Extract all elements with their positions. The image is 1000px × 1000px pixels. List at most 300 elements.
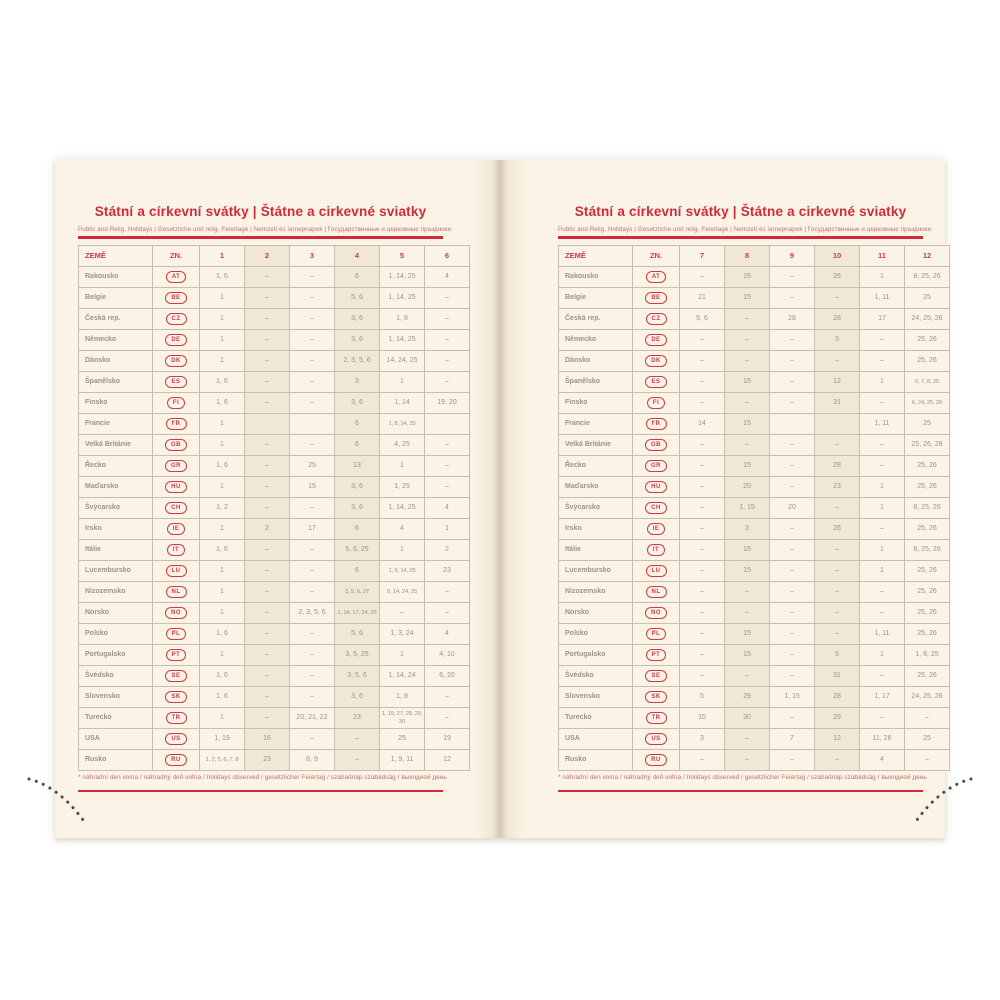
holiday-days-cell: – (290, 267, 335, 288)
country-code-badge: PL (646, 628, 667, 640)
code-cell (153, 309, 200, 330)
holiday-days-cell: – (860, 393, 905, 414)
table-row (79, 435, 470, 456)
holiday-days-cell: 5, 14, 24, 25 (380, 582, 425, 603)
table-row (559, 540, 950, 561)
holiday-days-cell: 3 (335, 372, 380, 393)
holiday-days-cell: 28 (770, 309, 815, 330)
holiday-days-cell: 5 (680, 687, 725, 708)
country-code-badge: SK (645, 691, 666, 703)
table-row (79, 456, 470, 477)
holiday-days-cell: – (425, 603, 470, 624)
country-code-badge: SE (165, 670, 186, 682)
holiday-days-cell: 12 (815, 729, 860, 750)
table-row (79, 729, 470, 750)
holiday-days-cell: – (860, 603, 905, 624)
holiday-days-cell: – (770, 435, 815, 456)
holiday-days-cell: 28 (815, 687, 860, 708)
holiday-days-cell: 16 (245, 729, 290, 750)
holiday-days-cell: – (680, 435, 725, 456)
holiday-days-cell: – (245, 708, 290, 729)
holiday-days-cell: – (815, 582, 860, 603)
holiday-days-cell: 1 (860, 561, 905, 582)
holiday-days-cell: 4 (380, 519, 425, 540)
country-code-badge: IT (167, 544, 185, 556)
holiday-days-cell: – (725, 729, 770, 750)
country-cell: Polsko (559, 624, 633, 645)
country-cell: Švýcarsko (79, 498, 153, 519)
holiday-days-cell: 19 (425, 729, 470, 750)
country-code-badge: ES (165, 376, 186, 388)
holiday-days-cell: 25, 26 (905, 351, 950, 372)
holiday-days-cell: – (335, 750, 380, 771)
holiday-days-cell: – (815, 624, 860, 645)
holiday-days-cell: 1, 6 (200, 372, 245, 393)
table-row (79, 750, 470, 771)
holiday-days-cell: 26 (815, 519, 860, 540)
holiday-days-cell: – (680, 540, 725, 561)
holiday-days-cell: 1 (200, 414, 245, 435)
holiday-days-cell: 1, 11 (860, 288, 905, 309)
holiday-days-cell: 3, 6 (335, 309, 380, 330)
holiday-days-cell: 1 (380, 456, 425, 477)
holiday-days-cell: 3, 6 (335, 330, 380, 351)
footnote: * náhradní den volna / náhradný deň voľna / holidays observed / gesetzlicher Feiertag / szabadnap szabadság / выходной день (558, 774, 927, 781)
holiday-days-cell: 1, 17 (860, 687, 905, 708)
table-row (79, 498, 470, 519)
month-column-header: 7 (680, 246, 725, 267)
table-row (559, 645, 950, 666)
holiday-days-cell: – (245, 624, 290, 645)
code-cell (153, 519, 200, 540)
holiday-days-cell: – (860, 456, 905, 477)
country-code-badge: IT (647, 544, 665, 556)
holiday-days-cell: 1, 6 (200, 267, 245, 288)
holiday-days-cell: – (290, 540, 335, 561)
holiday-days-cell: – (725, 351, 770, 372)
country-cell: Turecko (79, 708, 153, 729)
holiday-days-cell: 1 (200, 708, 245, 729)
code-cell (633, 750, 680, 771)
holiday-days-cell (815, 414, 860, 435)
holiday-days-cell: 3, 6 (335, 477, 380, 498)
holiday-days-cell: 25, 26 (905, 582, 950, 603)
holiday-days-cell: 15 (290, 477, 335, 498)
code-cell (633, 561, 680, 582)
holiday-days-cell: 17 (290, 519, 335, 540)
holiday-days-cell: 1 (200, 645, 245, 666)
holiday-days-cell: – (815, 288, 860, 309)
code-cell (633, 414, 680, 435)
holiday-days-cell: – (290, 624, 335, 645)
holiday-days-cell: 6, 20 (425, 666, 470, 687)
holiday-days-cell: 1 (860, 498, 905, 519)
holiday-days-cell: 1, 8 (380, 309, 425, 330)
holiday-days-cell: 1 (200, 288, 245, 309)
country-cell: Španělsko (559, 372, 633, 393)
country-code-badge: FR (166, 418, 187, 430)
holiday-days-cell: 25, 26 (905, 603, 950, 624)
holiday-days-cell: – (860, 666, 905, 687)
holiday-days-cell: 25 (905, 729, 950, 750)
holiday-days-cell: 19, 20 (425, 393, 470, 414)
holiday-days-cell: – (680, 498, 725, 519)
holiday-days-cell: 4, 25 (380, 435, 425, 456)
holiday-days-cell: 15 (725, 645, 770, 666)
holiday-days-cell: 8, 9 (290, 750, 335, 771)
holiday-days-cell: 1, 14, 25 (380, 267, 425, 288)
page-title: Státní a církevní svátky | Štátne a cirkevné sviatky (574, 204, 907, 219)
holiday-days-cell: 3, 5, 25 (335, 645, 380, 666)
holiday-days-cell: – (905, 708, 950, 729)
holiday-days-cell: – (290, 687, 335, 708)
country-cell: Portugalsko (559, 645, 633, 666)
holiday-days-cell: 3 (680, 729, 725, 750)
code-column-header: ZN. (153, 246, 200, 267)
country-code-badge: TR (646, 712, 667, 724)
holiday-days-cell: 2, 3, 5, 6 (335, 351, 380, 372)
holiday-days-cell: 1, 14, 25 (380, 498, 425, 519)
holiday-days-cell: 31 (815, 393, 860, 414)
code-cell (153, 645, 200, 666)
holiday-days-cell: 1, 3, 24 (380, 624, 425, 645)
holiday-days-cell: – (725, 435, 770, 456)
holiday-days-cell: 23 (245, 750, 290, 771)
country-code-badge: LU (646, 565, 667, 577)
holiday-days-cell: 15 (725, 561, 770, 582)
code-cell (633, 330, 680, 351)
holiday-days-cell: – (290, 309, 335, 330)
table-row (559, 456, 950, 477)
holiday-days-cell: – (860, 330, 905, 351)
code-cell (633, 624, 680, 645)
code-cell (633, 435, 680, 456)
holiday-days-cell: – (425, 687, 470, 708)
country-code-badge: PL (166, 628, 187, 640)
holiday-days-cell: 15 (725, 267, 770, 288)
country-code-badge: HU (165, 481, 187, 493)
holiday-days-cell: 1 (200, 330, 245, 351)
month-column-header: 8 (725, 246, 770, 267)
header-row (79, 246, 470, 267)
holiday-days-cell: – (680, 645, 725, 666)
country-code-badge: US (645, 733, 666, 745)
holiday-days-cell: 8, 25, 26 (905, 540, 950, 561)
country-code-badge: AT (646, 271, 667, 283)
holiday-days-cell: 1 (425, 519, 470, 540)
holiday-days-cell: 1 (860, 477, 905, 498)
holiday-days-cell: – (245, 561, 290, 582)
holiday-days-cell: – (725, 750, 770, 771)
holiday-days-cell: – (680, 603, 725, 624)
holiday-days-cell: – (245, 435, 290, 456)
holiday-days-cell: 1, 8 (380, 687, 425, 708)
holiday-days-cell: 1, 19, 27, 28, 29, 30 (380, 708, 425, 729)
country-code-badge: ES (645, 376, 666, 388)
holiday-days-cell: 20 (725, 477, 770, 498)
holiday-days-cell: 5, 6 (680, 309, 725, 330)
holiday-days-cell: 1, 19 (200, 729, 245, 750)
holiday-days-cell: 2 (425, 540, 470, 561)
table-row (559, 309, 950, 330)
holiday-days-cell: 1, 14 (380, 393, 425, 414)
holiday-days-cell: – (245, 582, 290, 603)
country-cell: Nizozemsko (79, 582, 153, 603)
holiday-days-cell: – (335, 729, 380, 750)
table-row (79, 519, 470, 540)
country-cell: Dánsko (79, 351, 153, 372)
code-cell (633, 393, 680, 414)
holiday-days-cell: 20 (770, 498, 815, 519)
holiday-days-cell: 1 (380, 645, 425, 666)
holiday-days-cell: – (770, 624, 815, 645)
holiday-days-cell: 15 (725, 456, 770, 477)
holiday-days-cell: 1, 2 (200, 498, 245, 519)
holiday-days-cell (245, 414, 290, 435)
holiday-days-cell: 4 (425, 624, 470, 645)
country-code-badge: RU (165, 754, 187, 766)
holiday-days-cell: – (245, 351, 290, 372)
country-code-badge: LU (166, 565, 187, 577)
holiday-days-cell: 5, 6, 25 (335, 540, 380, 561)
code-cell (153, 393, 200, 414)
holiday-days-cell: – (680, 519, 725, 540)
country-cell: Velká Británie (79, 435, 153, 456)
holiday-days-cell: 5, 6 (335, 624, 380, 645)
holiday-days-cell: – (290, 351, 335, 372)
holiday-days-cell: 3 (725, 519, 770, 540)
holiday-days-cell: 26 (815, 267, 860, 288)
header-row (559, 246, 950, 267)
code-cell (153, 498, 200, 519)
code-cell (153, 351, 200, 372)
table-row (559, 267, 950, 288)
holiday-days-cell: – (770, 666, 815, 687)
country-code-badge: SE (645, 670, 666, 682)
holiday-days-cell: 15 (725, 414, 770, 435)
holiday-days-cell: 6 (335, 435, 380, 456)
code-cell (153, 456, 200, 477)
holiday-days-cell: 29 (815, 708, 860, 729)
holiday-days-cell: – (815, 435, 860, 456)
header-rule (78, 236, 443, 239)
month-column-header: 5 (380, 246, 425, 267)
country-code-badge: DK (165, 355, 187, 367)
country-cell: Francie (79, 414, 153, 435)
code-cell (153, 750, 200, 771)
holiday-days-cell: 25, 26 (905, 624, 950, 645)
holiday-days-cell: – (425, 372, 470, 393)
holiday-days-cell: 4 (425, 498, 470, 519)
country-cell: Rusko (79, 750, 153, 771)
holiday-days-cell: 11, 26 (860, 729, 905, 750)
code-cell (153, 267, 200, 288)
holiday-days-cell: – (680, 351, 725, 372)
holiday-days-cell: – (770, 372, 815, 393)
holiday-days-cell: 1, 15 (725, 498, 770, 519)
country-cell: Rakousko (559, 267, 633, 288)
country-cell: Francie (559, 414, 633, 435)
code-cell (633, 603, 680, 624)
holiday-days-cell: 1 (200, 435, 245, 456)
holiday-days-cell: 4 (425, 267, 470, 288)
holiday-days-cell: 12 (815, 372, 860, 393)
country-cell: Itálie (79, 540, 153, 561)
holiday-days-cell: – (425, 435, 470, 456)
country-code-badge: HU (645, 481, 667, 493)
holiday-days-cell: – (770, 750, 815, 771)
holiday-days-cell: – (245, 477, 290, 498)
holiday-days-cell: – (245, 687, 290, 708)
holiday-days-cell: – (770, 603, 815, 624)
table-row (559, 498, 950, 519)
holiday-days-cell: – (425, 309, 470, 330)
table-row (79, 666, 470, 687)
country-cell: Česká rep. (559, 309, 633, 330)
right-page (500, 160, 945, 838)
holiday-days-cell: – (245, 498, 290, 519)
holiday-days-cell: 1, 8, 25 (905, 645, 950, 666)
code-cell (153, 288, 200, 309)
holiday-days-cell: – (680, 750, 725, 771)
country-cell: Maďarsko (559, 477, 633, 498)
holiday-days-cell: 15 (725, 288, 770, 309)
page-title: Státní a církevní svátky | Štátne a cirkevné sviatky (94, 204, 427, 219)
table-row (559, 687, 950, 708)
holiday-days-cell: 3, 6 (335, 687, 380, 708)
holiday-days-cell (290, 414, 335, 435)
holiday-days-cell: 6 (335, 267, 380, 288)
holiday-days-cell: – (860, 519, 905, 540)
country-code-badge: BE (645, 292, 666, 304)
table-row (559, 750, 950, 771)
holiday-days-cell: 1, 14, 25 (380, 288, 425, 309)
holiday-days-cell: 13 (335, 456, 380, 477)
holiday-days-cell: 25, 26 (905, 561, 950, 582)
holiday-days-cell: – (680, 330, 725, 351)
holiday-days-cell: – (425, 456, 470, 477)
header-rule (558, 236, 923, 239)
holiday-days-cell: – (245, 372, 290, 393)
country-code-badge: CZ (646, 313, 667, 325)
holiday-days-cell: 21 (680, 288, 725, 309)
country-cell: Irsko (559, 519, 633, 540)
holiday-days-cell: – (245, 603, 290, 624)
holiday-days-cell: – (860, 351, 905, 372)
code-cell (153, 561, 200, 582)
holiday-days-cell: – (770, 288, 815, 309)
holiday-days-cell: – (680, 393, 725, 414)
country-code-badge: DE (645, 334, 666, 346)
holiday-days-cell: 1, 6 (200, 624, 245, 645)
holiday-days-cell: 14 (680, 414, 725, 435)
holiday-days-cell: – (290, 372, 335, 393)
code-cell (153, 414, 200, 435)
holiday-days-cell: – (290, 498, 335, 519)
table-row (79, 540, 470, 561)
country-code-badge: SK (165, 691, 186, 703)
holiday-days-cell: 1 (860, 267, 905, 288)
country-cell: Švýcarsko (559, 498, 633, 519)
table-row (79, 708, 470, 729)
holiday-days-cell: 25, 26 (905, 477, 950, 498)
holiday-days-cell: 25, 26 (905, 330, 950, 351)
country-cell: Německo (79, 330, 153, 351)
country-column-header: ZEMĚ (559, 246, 633, 267)
holiday-days-cell: – (815, 561, 860, 582)
country-cell: Lucembursko (79, 561, 153, 582)
country-code-badge: NO (165, 607, 187, 619)
holiday-days-cell: 6, 7, 8, 25 (905, 372, 950, 393)
holiday-days-cell: 1, 14, 24 (380, 666, 425, 687)
holiday-days-cell: 1, 14, 17, 24, 25 (335, 603, 380, 624)
holiday-days-cell: 28 (815, 456, 860, 477)
holiday-days-cell: – (245, 288, 290, 309)
country-cell: Řecko (79, 456, 153, 477)
holiday-days-cell: 20, 21, 22 (290, 708, 335, 729)
holiday-days-cell: 3 (815, 330, 860, 351)
country-cell: Španělsko (79, 372, 153, 393)
country-cell: Rusko (559, 750, 633, 771)
holiday-days-cell: – (815, 540, 860, 561)
holiday-days-cell: 25, 26, 28 (905, 435, 950, 456)
holiday-days-cell: – (380, 603, 425, 624)
holiday-days-cell: 15 (680, 708, 725, 729)
holiday-days-cell: 1, 6 (200, 456, 245, 477)
holiday-days-cell: – (245, 456, 290, 477)
code-cell (633, 288, 680, 309)
month-column-header: 4 (335, 246, 380, 267)
table-row (79, 309, 470, 330)
holiday-days-cell: – (290, 393, 335, 414)
country-cell: Lucembursko (559, 561, 633, 582)
holiday-days-cell: 1, 14, 25 (380, 330, 425, 351)
country-code-badge: PT (646, 649, 667, 661)
holiday-days-cell: 1 (200, 561, 245, 582)
code-cell (153, 666, 200, 687)
country-cell: Polsko (79, 624, 153, 645)
country-cell: Maďarsko (79, 477, 153, 498)
country-cell: Portugalsko (79, 645, 153, 666)
holiday-days-cell: – (725, 603, 770, 624)
holiday-days-cell: – (680, 582, 725, 603)
page-subtitle: Public and Relig. Holidays | Gesetzliche und relig. Feiertage | Nemzeti és ünnepnapok | Государственные и церковные праздники (558, 226, 932, 233)
code-cell (633, 582, 680, 603)
country-cell: Belgie (79, 288, 153, 309)
country-code-badge: GB (645, 439, 667, 451)
holiday-days-cell: – (245, 645, 290, 666)
holiday-days-cell: 6 (335, 414, 380, 435)
holiday-days-cell: – (425, 288, 470, 309)
country-code-badge: GR (645, 460, 667, 472)
table-row (559, 582, 950, 603)
table-row (559, 414, 950, 435)
holiday-days-cell: – (725, 309, 770, 330)
code-cell (633, 687, 680, 708)
holiday-days-cell: – (815, 351, 860, 372)
holiday-days-cell: – (245, 666, 290, 687)
country-code-badge: PT (166, 649, 187, 661)
country-code-badge: CH (165, 502, 187, 514)
country-code-badge: DK (645, 355, 667, 367)
holiday-days-cell: – (770, 540, 815, 561)
table-row (79, 372, 470, 393)
holiday-days-cell: 1, 6 (200, 687, 245, 708)
holiday-days-cell: 17 (860, 309, 905, 330)
code-cell (153, 330, 200, 351)
country-cell: Finsko (559, 393, 633, 414)
holiday-days-cell: 29 (725, 687, 770, 708)
